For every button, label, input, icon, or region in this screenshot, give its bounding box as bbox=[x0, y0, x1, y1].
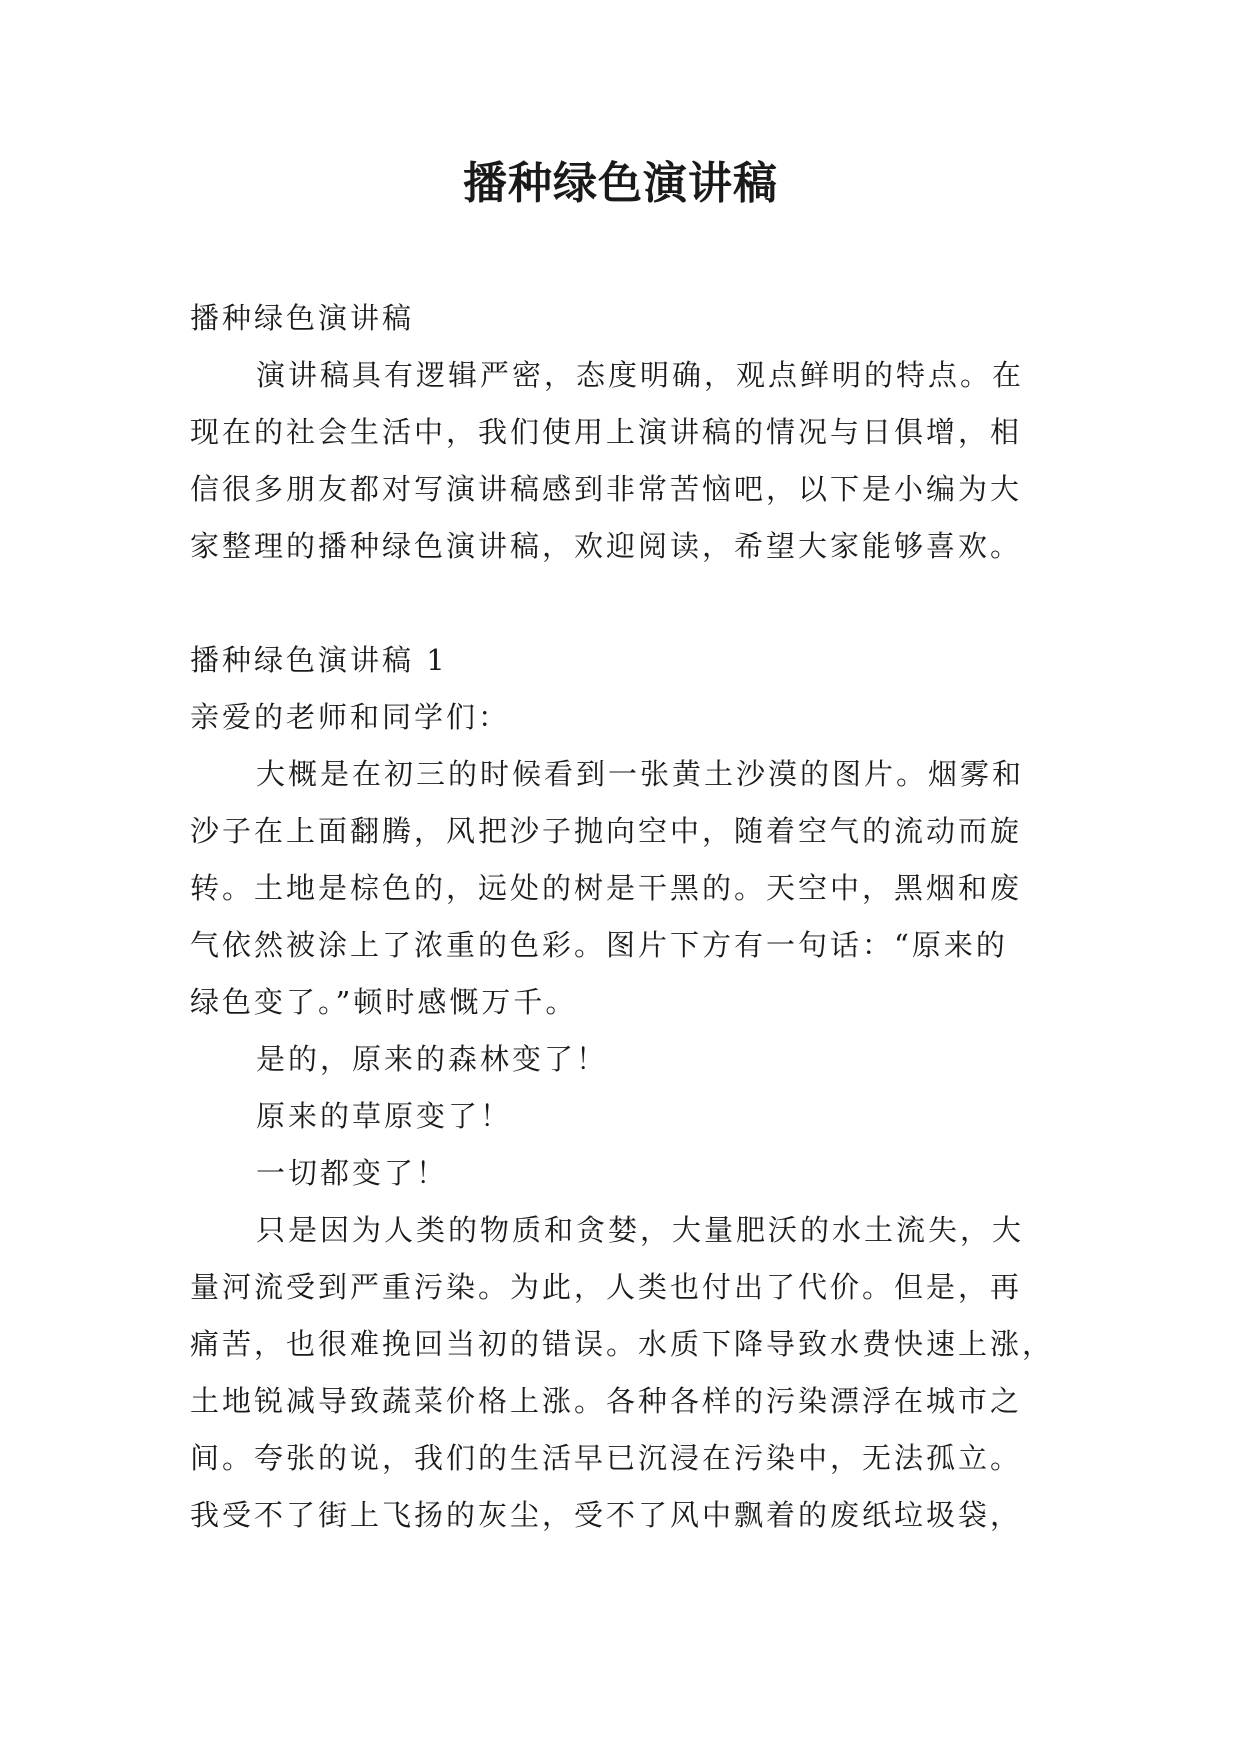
text-line: 一切都变了！ bbox=[256, 1156, 449, 1190]
text-line: 沙子在上面翻腾，风把沙子抛向空中，随着空气的流动而旋 bbox=[190, 814, 1023, 848]
paragraph-spacer bbox=[190, 575, 1070, 632]
text-line: 家整理的播种绿色演讲稿，欢迎阅读，希望大家能够喜欢。 bbox=[190, 529, 1023, 563]
text-line: 气依然被涂上了浓重的色彩。图片下方有一句话：“原来的 bbox=[190, 928, 1008, 962]
document-body bbox=[190, 290, 1070, 1544]
text-line: 土地锐减导致蔬菜价格上涨。各种各样的污染漂浮在城市之 bbox=[190, 1384, 1023, 1418]
text-line: 信很多朋友都对写演讲稿感到非常苦恼吧，以下是小编为大 bbox=[190, 472, 1023, 506]
text-line: 演讲稿具有逻辑严密，态度明确，观点鲜明的特点。在 bbox=[256, 358, 1025, 392]
text-line: 现在的社会生活中，我们使用上演讲稿的情况与日俱增，相 bbox=[190, 415, 1023, 449]
page-title: 播种绿色演讲稿 bbox=[463, 158, 778, 209]
text-line: 我受不了街上飞扬的灰尘，受不了风中飘着的废纸垃圾袋， bbox=[190, 1498, 1023, 1532]
text-line: 亲爱的老师和同学们： bbox=[190, 700, 511, 734]
text-line: 绿色变了。”顿时感慨万千。 bbox=[190, 985, 578, 1019]
text-line: 播种绿色演讲稿 bbox=[190, 301, 415, 335]
text-line: 原来的草原变了！ bbox=[256, 1099, 513, 1133]
text-line: 转。土地是棕色的，远处的树是干黑的。天空中，黑烟和废 bbox=[190, 871, 1023, 905]
text-line: 只是因为人类的物质和贪婪，大量肥沃的水土流失，大 bbox=[256, 1213, 1025, 1247]
text-line: 大概是在初三的时候看到一张黄土沙漠的图片。烟雾和 bbox=[256, 757, 1025, 791]
text-line: 播种绿色演讲稿 1 bbox=[190, 643, 448, 677]
text-line: 量河流受到严重污染。为此，人类也付出了代价。但是，再 bbox=[190, 1270, 1023, 1304]
text-line: 痛苦，也很难挽回当初的错误。水质下降导致水费快速上涨， bbox=[190, 1327, 1055, 1361]
text-line: 是的，原来的森林变了！ bbox=[256, 1042, 609, 1076]
text-line: 间。夸张的说，我们的生活早已沉浸在污染中，无法孤立。 bbox=[190, 1441, 1023, 1475]
